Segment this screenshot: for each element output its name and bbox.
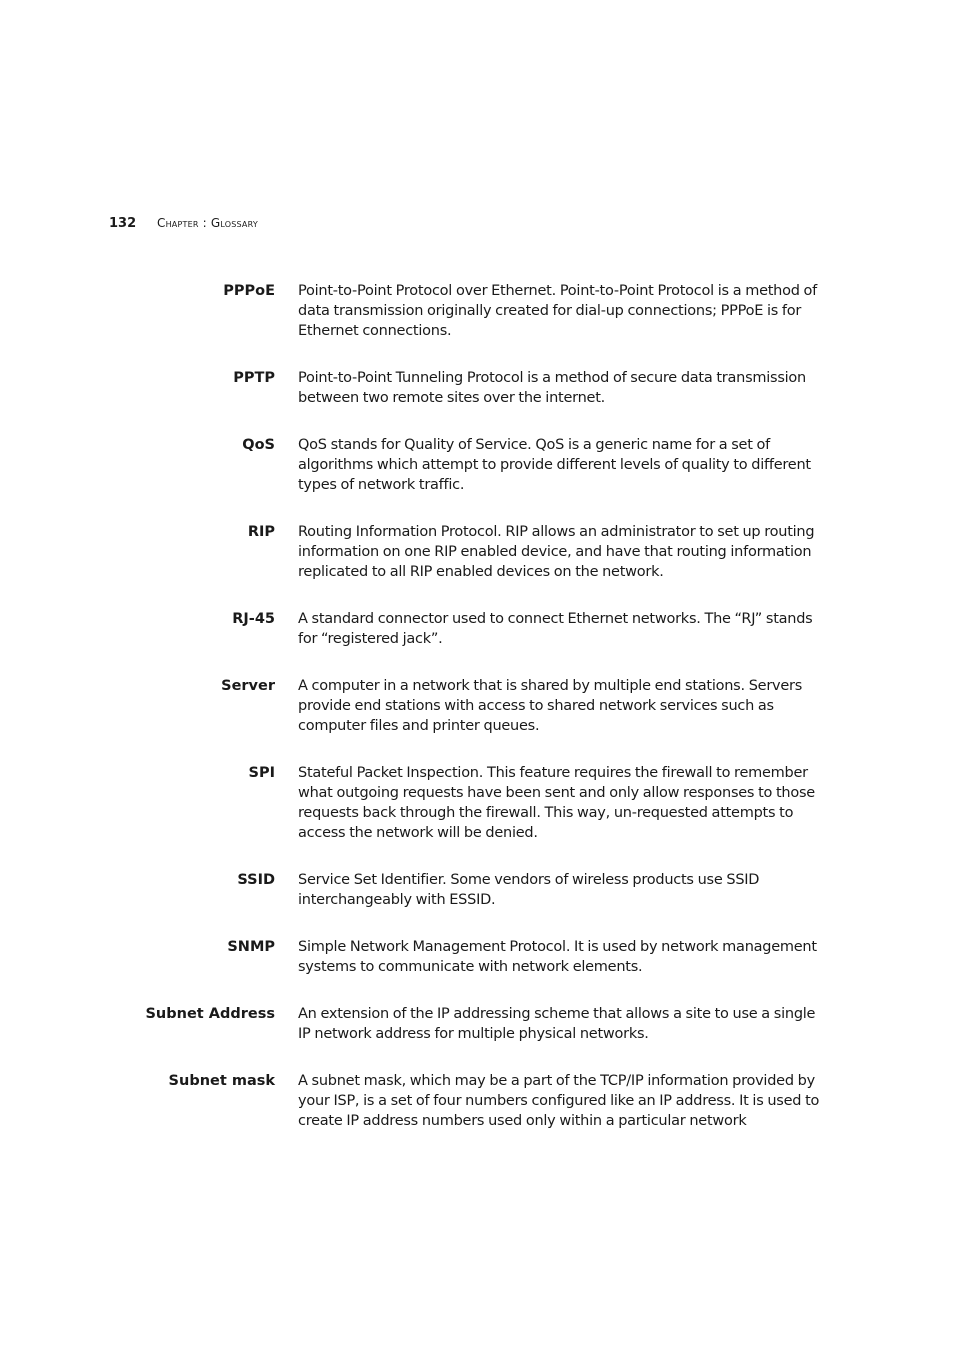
glossary-term: QoS bbox=[242, 437, 275, 453]
glossary-entry-spi bbox=[0, 763, 954, 843]
glossary-term: SNMP bbox=[227, 939, 275, 955]
glossary-term: Subnet mask bbox=[168, 1073, 275, 1089]
glossary-definition: Simple Network Management Protocol. It is used by network management systems to communicate with network elements. bbox=[298, 939, 817, 975]
glossary-term: PPPoE bbox=[223, 283, 275, 299]
glossary-term: SPI bbox=[248, 765, 275, 781]
glossary-entry-rj45 bbox=[0, 609, 954, 649]
glossary-definition: QoS stands for Quality of Service. QoS is a generic name for a set of algorithms which attempt to provide different levels of quality to different types of network traffic. bbox=[298, 437, 811, 493]
glossary-definition: Service Set Identifier. Some vendors of wireless products use SSID interchangeably with ESSID. bbox=[298, 872, 760, 908]
glossary-definition: Point-to-Point Protocol over Ethernet. Point-to-Point Protocol is a method of data transmission originally created for dial-up connections; PPPoE is for Ethernet connections. bbox=[298, 283, 818, 339]
page-number: 132 bbox=[109, 216, 137, 231]
glossary-entry-pppoe bbox=[0, 281, 954, 341]
glossary-entry-subnet-mask bbox=[0, 1071, 954, 1131]
glossary-term: PPTP bbox=[233, 370, 275, 386]
glossary-definition: An extension of the IP addressing scheme that allows a site to use a single IP network address for multiple physical networks. bbox=[298, 1006, 816, 1042]
glossary-entry-subnet-address bbox=[0, 1004, 954, 1044]
glossary-term: Subnet Address bbox=[145, 1006, 275, 1022]
glossary-term: SSID bbox=[237, 872, 275, 888]
chapter-title: Chapter : Glossary bbox=[157, 216, 258, 230]
glossary-entry-snmp bbox=[0, 937, 954, 977]
glossary-entry-server bbox=[0, 676, 954, 736]
glossary-definition: A standard connector used to connect Ethernet networks. The “RJ” stands for “registered jack”. bbox=[298, 611, 813, 647]
glossary-term: RIP bbox=[247, 524, 275, 540]
glossary-definition: Point-to-Point Tunneling Protocol is a method of secure data transmission between two remote sites over the internet. bbox=[298, 370, 806, 406]
glossary-definition: Routing Information Protocol. RIP allows an administrator to set up routing information on one RIP enabled device, and have that routing information replicated to all RIP enabled devices on the network. bbox=[298, 524, 815, 580]
glossary-entry-pptp bbox=[0, 368, 954, 408]
glossary-entry-ssid bbox=[0, 870, 954, 910]
glossary-definition: A computer in a network that is shared by multiple end stations. Servers provide end stations with access to shared network services such as computer files and printer queues. bbox=[298, 678, 803, 734]
glossary-entry-rip bbox=[0, 522, 954, 582]
glossary-definition: Stateful Packet Inspection. This feature requires the firewall to remember what outgoing requests have been sent and only allow responses to those requests back through the firewall. This way, un-requested attempts to access the network will be denied. bbox=[298, 765, 815, 841]
glossary-list bbox=[0, 281, 954, 1158]
glossary-entry-qos bbox=[0, 435, 954, 495]
page-header bbox=[109, 216, 258, 236]
glossary-term: Server bbox=[221, 678, 275, 694]
glossary-definition: A subnet mask, which may be a part of the TCP/IP information provided by your ISP, is a set of four numbers configured like an IP address. It is used to create IP address numbers used only within a particular network bbox=[298, 1073, 820, 1129]
glossary-term: RJ-45 bbox=[232, 611, 275, 627]
